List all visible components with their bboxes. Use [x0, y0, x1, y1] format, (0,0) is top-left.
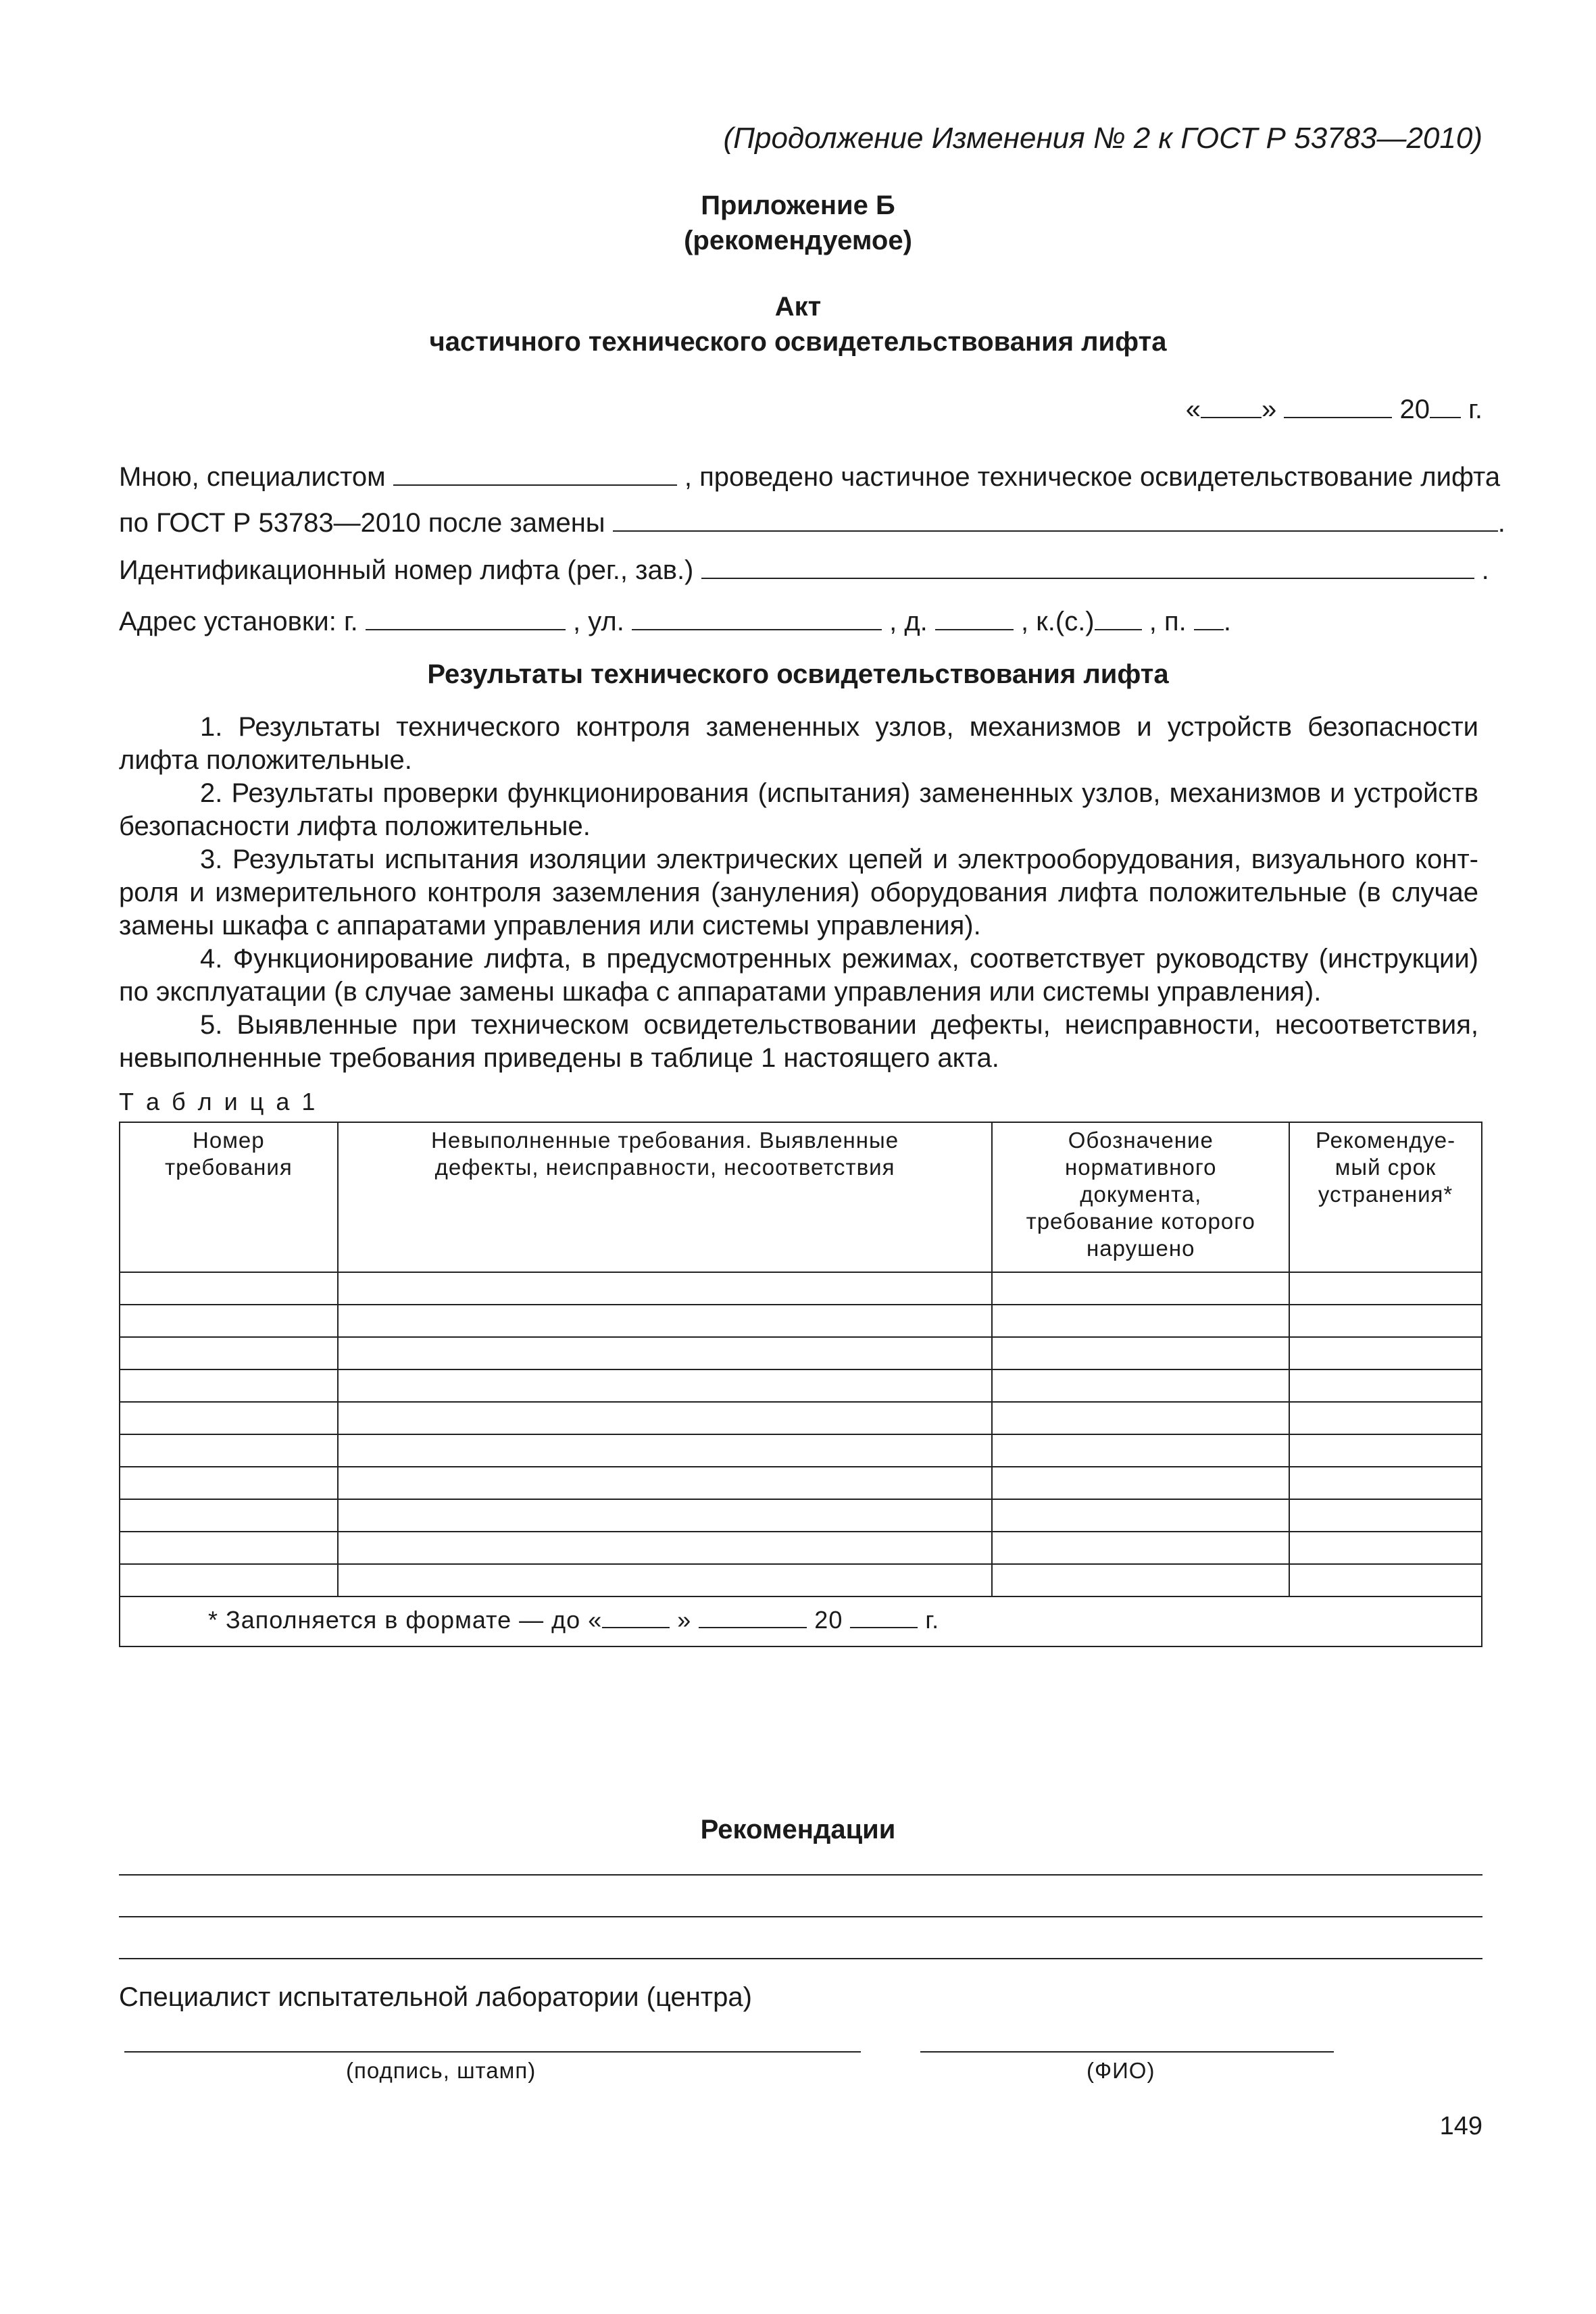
- recommendations-heading: Рекомендации: [700, 1815, 896, 1844]
- col-header-unmet-requirements: Невыполненные требования. Выявленные дефекты, неисправности, несоответствия: [338, 1122, 993, 1272]
- table-footnote: [120, 1596, 1482, 1646]
- table-cell[interactable]: [338, 1305, 993, 1337]
- specialist-field[interactable]: [393, 463, 677, 486]
- table-cell[interactable]: [1289, 1532, 1482, 1564]
- recommendation-line-1[interactable]: [119, 1874, 1482, 1876]
- month-field[interactable]: [1284, 395, 1392, 418]
- recommendation-line-2[interactable]: [119, 1916, 1482, 1917]
- footnote-day-field[interactable]: [602, 1608, 670, 1628]
- footnote-year-field[interactable]: [850, 1608, 918, 1628]
- table-cell[interactable]: [338, 1434, 993, 1467]
- lift-id-field[interactable]: [701, 556, 1474, 579]
- replacement-line: [119, 508, 1505, 538]
- result-item-2: 2. Результаты проверки функционирования (испытания) замененных узлов, механизмов и устройств безопасности лифта положительные.: [119, 778, 1478, 841]
- date-quote-open: «: [1185, 395, 1201, 424]
- table-cell[interactable]: [120, 1499, 338, 1532]
- table-cell[interactable]: [338, 1369, 993, 1402]
- act-title: Акт: [774, 292, 822, 322]
- table-cell[interactable]: [1289, 1434, 1482, 1467]
- table-cell[interactable]: [992, 1272, 1289, 1305]
- replacement-end: .: [1497, 508, 1505, 538]
- specialist-line: [119, 462, 1500, 493]
- entrance-field[interactable]: [1194, 607, 1224, 630]
- appendix-title: Приложение Б: [701, 191, 895, 220]
- table-cell[interactable]: [1289, 1467, 1482, 1499]
- signature-line[interactable]: [124, 2051, 861, 2053]
- table-cell[interactable]: [1289, 1564, 1482, 1596]
- table-cell[interactable]: [338, 1499, 993, 1532]
- table-cell[interactable]: [338, 1402, 993, 1434]
- table-cell[interactable]: [120, 1434, 338, 1467]
- footnote-quote-close: »: [677, 1606, 692, 1634]
- specialist-label: Мною, специалистом: [119, 462, 386, 492]
- name-caption: (ФИО): [1087, 2058, 1155, 2083]
- table-cell[interactable]: [120, 1467, 338, 1499]
- date-quote-close: »: [1262, 395, 1277, 424]
- table-row: [120, 1402, 1482, 1434]
- table-cell[interactable]: [992, 1532, 1289, 1564]
- table-cell[interactable]: [338, 1337, 993, 1369]
- name-line[interactable]: [920, 2051, 1334, 2053]
- table-row: [120, 1467, 1482, 1499]
- table-cell[interactable]: [1289, 1369, 1482, 1402]
- col-header-normative-document: Обозначение нормативного документа, требование которого нарушено: [992, 1122, 1289, 1272]
- street-label: , ул.: [573, 607, 624, 636]
- date-line: [1186, 395, 1482, 425]
- table-cell[interactable]: [120, 1305, 338, 1337]
- specialist-signature-label: Специалист испытательной лаборатории (центра): [119, 1982, 752, 2012]
- table-row: [120, 1337, 1482, 1369]
- footnote-year-suffix: г.: [925, 1606, 940, 1634]
- continuation-header: (Продолжение Изменения № 2 к ГОСТ Р 53783—2010): [723, 122, 1482, 155]
- table-cell[interactable]: [1289, 1272, 1482, 1305]
- replacement-field[interactable]: [613, 509, 1498, 532]
- result-item-1: 1. Результаты технического контроля замененных узлов, механизмов и устройств безопасности лифта положительные.: [119, 712, 1478, 775]
- table-cell[interactable]: [120, 1564, 338, 1596]
- table-cell[interactable]: [992, 1402, 1289, 1434]
- year-prefix: 20: [1399, 395, 1430, 424]
- act-subtitle: частичного технического освидетельствования лифта: [429, 327, 1167, 357]
- table-cell[interactable]: [338, 1467, 993, 1499]
- result-item-3: 3. Результаты испытания изоляции электрических цепей и электрооборудования, визуального контроля и измерительного контроля заземления (зануления) оборудования лифта положительные (в случае замены шкафа с аппаратами управления или системы управления).: [119, 845, 1478, 940]
- address-line: [119, 607, 1231, 637]
- building-field[interactable]: [1095, 607, 1142, 630]
- year-field[interactable]: [1430, 395, 1461, 418]
- col-header-deadline: Рекомендуе-мый срок устранения*: [1289, 1122, 1482, 1272]
- house-field[interactable]: [935, 607, 1014, 630]
- day-field[interactable]: [1201, 395, 1262, 418]
- table-row: [120, 1564, 1482, 1596]
- table-cell[interactable]: [338, 1272, 993, 1305]
- result-item-4: 4. Функционирование лифта, в предусмотренных режимах, соответствует руководству (инструкции) по эксплуатации (в случае замены шкафа с аппаратами управления или системы управления).: [119, 944, 1478, 1007]
- building-label: , к.(с.): [1021, 607, 1095, 636]
- street-field[interactable]: [632, 607, 882, 630]
- table-row: [120, 1499, 1482, 1532]
- house-label: , д.: [889, 607, 928, 636]
- year-suffix: г.: [1468, 395, 1482, 424]
- page-number: 149: [1439, 2112, 1482, 2140]
- lift-id-line: [119, 555, 1489, 586]
- signature-caption: (подпись, штамп): [346, 2058, 537, 2083]
- address-label: Адрес установки: г.: [119, 607, 358, 636]
- appendix-subtitle: (рекомендуемое): [684, 226, 912, 255]
- table-cell[interactable]: [1289, 1499, 1482, 1532]
- table-caption: Т а б л и ц а 1: [119, 1088, 318, 1115]
- lift-id-label: Идентификационный номер лифта (рег., зав.): [119, 555, 694, 585]
- table-cell[interactable]: [1289, 1402, 1482, 1434]
- table-row: [120, 1369, 1482, 1402]
- replacement-label: по ГОСТ Р 53783—2010 после замены: [119, 508, 605, 538]
- recommendation-line-3[interactable]: [119, 1958, 1482, 1959]
- results-heading: Результаты технического освидетельствования лифта: [427, 659, 1169, 689]
- table-cell[interactable]: [120, 1272, 338, 1305]
- table-cell[interactable]: [992, 1369, 1289, 1402]
- col-header-requirement-number: Номер требования: [120, 1122, 338, 1272]
- table-cell[interactable]: [338, 1564, 993, 1596]
- specialist-line-tail: , проведено частичное техническое освидетельствование лифта: [684, 462, 1501, 492]
- table-cell[interactable]: [120, 1337, 338, 1369]
- table-cell[interactable]: [120, 1532, 338, 1564]
- table-row: [120, 1272, 1482, 1305]
- table-row: [120, 1434, 1482, 1467]
- table-cell[interactable]: [120, 1369, 338, 1402]
- table-cell[interactable]: [120, 1402, 338, 1434]
- footnote-text: * Заполняется в формате — до «: [208, 1606, 603, 1634]
- table-cell[interactable]: [1289, 1337, 1482, 1369]
- table-row: [120, 1532, 1482, 1564]
- entrance-label: , п.: [1149, 607, 1187, 636]
- table-footnote-row: [120, 1596, 1482, 1646]
- table-cell[interactable]: [992, 1499, 1289, 1532]
- table-cell[interactable]: [992, 1434, 1289, 1467]
- address-end: .: [1223, 607, 1231, 636]
- lift-id-end: .: [1481, 555, 1489, 585]
- defects-table: [119, 1122, 1482, 1647]
- table-cell[interactable]: [1289, 1305, 1482, 1337]
- city-field[interactable]: [366, 607, 566, 630]
- table-cell[interactable]: [992, 1305, 1289, 1337]
- table-cell[interactable]: [992, 1467, 1289, 1499]
- footnote-year-prefix: 20: [814, 1606, 843, 1634]
- table-header-row: [120, 1122, 1482, 1272]
- result-item-5: 5. Выявленные при техническом освидетельствовании дефекты, неисправности, несоответствия, невыполненные требования приведены в таблице 1 настоящего акта.: [119, 1010, 1478, 1073]
- footnote-month-field[interactable]: [699, 1608, 807, 1628]
- table-row: [120, 1305, 1482, 1337]
- table-cell[interactable]: [338, 1532, 993, 1564]
- table-cell[interactable]: [992, 1337, 1289, 1369]
- table-cell[interactable]: [992, 1564, 1289, 1596]
